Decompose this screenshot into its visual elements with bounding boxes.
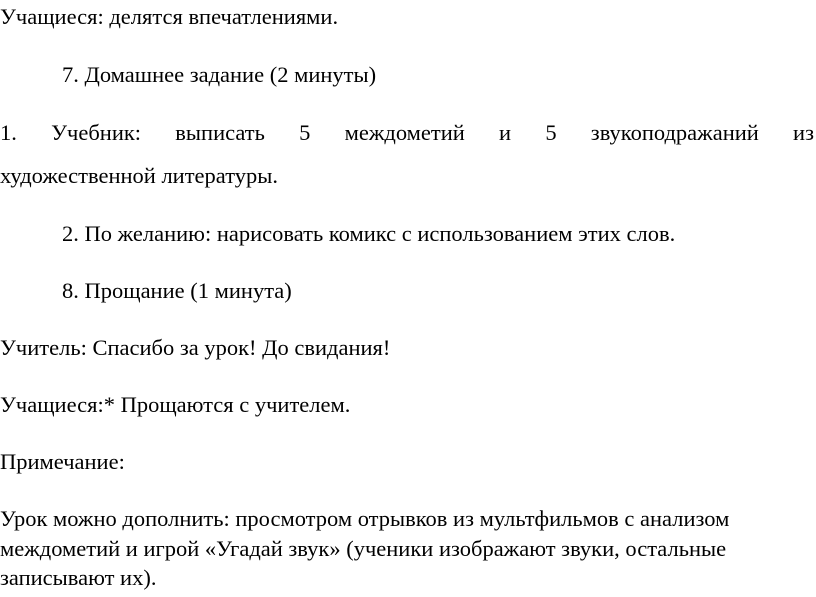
note-text-line-3: записывают их). bbox=[0, 565, 157, 590]
note-text-line-2: междометий и игрой «Угадай звук» (ученики изображают звуки, остальные bbox=[0, 536, 727, 561]
note-text-line-1: Урок можно дополнить: просмотром отрывков из мультфильмов с анализом bbox=[0, 506, 730, 531]
students-farewell-line: Учащиеся:* Прощаются с учителем. bbox=[0, 392, 351, 417]
students-impressions-line: Учащиеся: делятся впечатлениями. bbox=[0, 4, 339, 29]
homework-item-2: 2. По желанию: нарисовать комикс с использованием этих слов. bbox=[62, 221, 676, 246]
farewell-heading: 8. Прощание (1 минута) bbox=[62, 278, 292, 303]
homework-heading: 7. Домашнее задание (2 минуты) bbox=[62, 62, 377, 87]
teacher-line: Учитель: Спасибо за урок! До свидания! bbox=[0, 335, 391, 360]
homework-item-1-line-2: художественной литературы. bbox=[0, 163, 278, 188]
homework-item-1-line-1: 1. Учебник: выписать 5 междометий и 5 звукоподражаний из bbox=[0, 120, 814, 145]
note-heading: Примечание: bbox=[0, 449, 125, 474]
